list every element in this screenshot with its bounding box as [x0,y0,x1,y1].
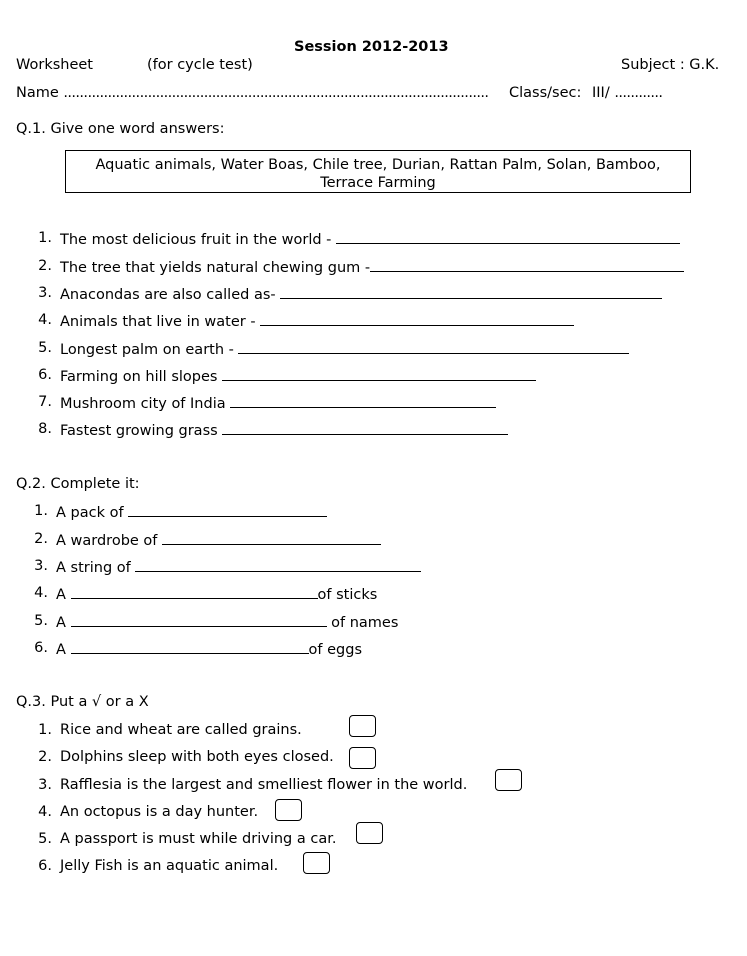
q2-item-6 [56,639,362,659]
subject-label: Subject : G.K. [621,57,720,73]
q1-item-2-text: The tree that yields natural chewing gum - [60,260,371,276]
q2-item-5-blank[interactable] [71,612,327,627]
q1-item-1-blank[interactable] [336,229,680,244]
class-label: Class/sec: [509,85,582,101]
q1-item-2-blank[interactable] [370,257,684,272]
class-line[interactable] [509,84,662,102]
q1-item-7 [60,393,496,413]
q3-item-6-text: Jelly Fish is an aquatic animal. [60,858,279,874]
q2-item-4-before: A [56,587,66,603]
name-label: Name [16,85,59,101]
q3-item-1-text: Rice and wheat are called grains. [60,722,302,738]
q1-item-8-blank[interactable] [222,420,508,435]
q3-item-4-checkbox[interactable] [275,799,302,821]
q2-item-2 [56,530,381,550]
q1-item-5 [60,339,629,359]
q2-item-2-num: 2. [34,531,48,547]
q3-item-5-num: 5. [38,831,52,847]
q2-item-5-num: 5. [34,613,48,629]
q1-item-8-text: Fastest growing grass [60,423,218,439]
q2-item-3-blank[interactable] [135,557,421,572]
word-bank-box [65,150,691,193]
q1-item-6-blank[interactable] [222,366,536,381]
q2-item-2-before: A wardrobe of [56,533,158,549]
q2-item-5-before: A [56,615,66,631]
q2-item-1-blank[interactable] [128,502,327,517]
q2-item-1 [56,502,327,522]
word-bank-line-1: Aquatic animals, Water Boas, Chile tree, Durian, Rattan Palm, Solan, Bamboo, [95,157,661,173]
q1-item-6-num: 6. [38,367,52,383]
session-title: Session 2012-2013 [294,39,449,55]
q3-item-1-num: 1. [38,722,52,738]
q3-item-3-checkbox[interactable] [495,769,522,791]
q3-item-4-text: An octopus is a day hunter. [60,804,259,820]
q3-item-5-text: A passport is must while driving a car. [60,831,337,847]
q1-item-7-num: 7. [38,394,52,410]
q3-item-3-text: Rafflesia is the largest and smelliest flower in the world. [60,777,468,793]
word-bank-line-2: Terrace Farming [320,175,436,191]
q3-item-4-num: 4. [38,804,52,820]
class-dots: ............ [614,85,663,101]
q2-item-3-num: 3. [34,558,48,574]
q2-item-5 [56,612,398,632]
q2-title: Q.2. Complete it: [16,476,140,492]
q1-title: Q.1. Give one word answers: [16,121,225,137]
q2-item-1-before: A pack of [56,505,124,521]
q1-item-1 [60,229,680,249]
q1-item-3-num: 3. [38,285,52,301]
q1-item-6 [60,366,536,386]
q3-item-2-num: 2. [38,749,52,765]
q1-item-6-text: Farming on hill slopes [60,369,218,385]
q1-item-1-num: 1. [38,230,52,246]
q2-item-4-blank[interactable] [71,584,318,599]
q2-item-2-blank[interactable] [162,530,381,545]
q1-item-8-num: 8. [38,421,52,437]
q1-item-5-num: 5. [38,340,52,356]
q3-title: Q.3. Put a √ or a X [16,694,149,710]
class-value: III/ [591,85,610,101]
q1-item-5-text: Longest palm on earth - [60,342,234,358]
q2-item-4-after: of sticks [317,587,378,603]
q3-item-5-checkbox[interactable] [356,822,383,844]
q2-item-6-after: of eggs [308,642,362,658]
q2-item-3 [56,557,421,577]
q2-item-6-num: 6. [34,640,48,656]
q2-item-6-before: A [56,642,66,658]
q1-item-4-num: 4. [38,312,52,328]
q2-item-4 [56,584,377,604]
q1-item-7-text: Mushroom city of India [60,396,226,412]
q1-item-3-text: Anacondas are also called as- [60,287,276,303]
q3-item-2-text: Dolphins sleep with both eyes closed. [60,749,334,765]
name-dots: .......................................................................................................... [63,85,489,101]
q3-item-6-num: 6. [38,858,52,874]
q1-item-4 [60,311,574,331]
q1-item-3-blank[interactable] [280,284,662,299]
q3-item-1-checkbox[interactable] [349,715,376,737]
q3-item-2-checkbox[interactable] [349,747,376,769]
name-line[interactable] [16,84,488,102]
q1-item-3 [60,284,662,304]
q1-item-7-blank[interactable] [230,393,496,408]
q1-item-4-blank[interactable] [260,311,574,326]
purpose-label: (for cycle test) [147,57,253,73]
q2-item-3-before: A string of [56,560,131,576]
q1-item-4-text: Animals that live in water - [60,314,256,330]
q3-item-6-checkbox[interactable] [303,852,330,874]
q1-item-2-num: 2. [38,258,52,274]
q1-item-5-blank[interactable] [238,339,629,354]
q2-item-6-blank[interactable] [71,639,309,654]
q3-item-3-num: 3. [38,777,52,793]
q1-item-1-text: The most delicious fruit in the world - [60,232,332,248]
q2-item-1-num: 1. [34,503,48,519]
q2-item-4-num: 4. [34,585,48,601]
q1-item-8 [60,420,508,440]
q1-item-2 [60,257,684,277]
q2-item-5-after: of names [326,615,399,631]
worksheet-label: Worksheet [16,57,93,73]
